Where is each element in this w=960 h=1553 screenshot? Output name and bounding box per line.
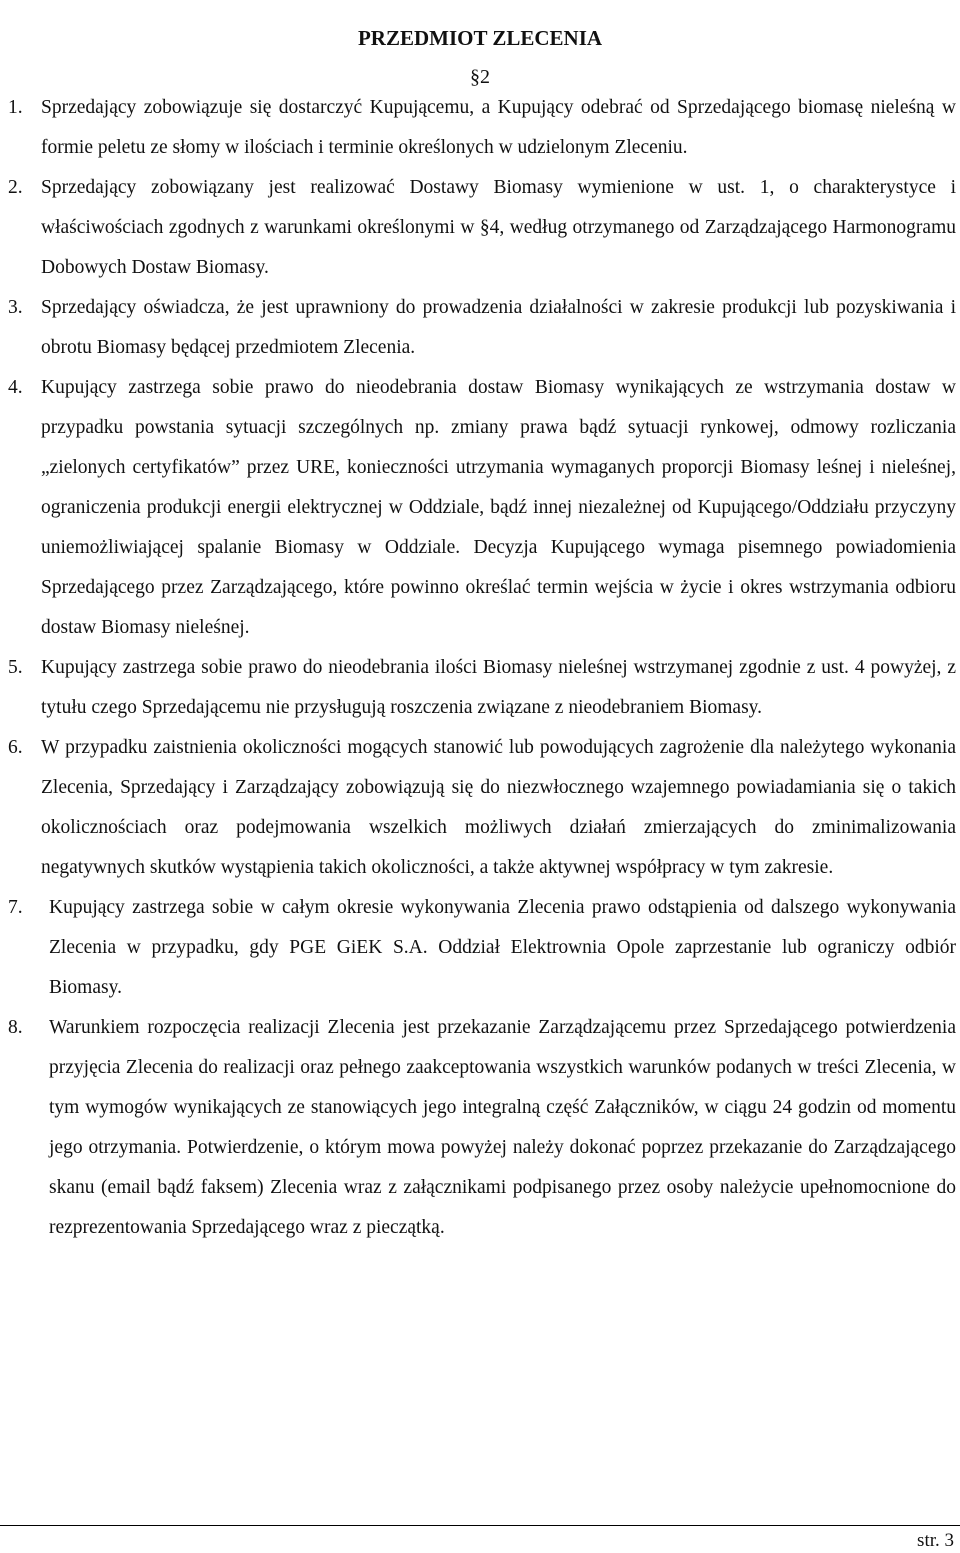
clause-number: 5. xyxy=(8,657,23,678)
clause-number: 7. xyxy=(8,897,23,918)
clause-text: Kupujący zastrzega sobie prawo do nieodebrania dostaw Biomasy wynikających ze wstrzymania dostaw w przypadku powstania sytuacji szczególnych np. zmiany prawa bądź sytuacji rynkowej, odmowy rozliczania „zielonych certyfikatów” przez URE, konieczności utrzymania wymaganych proporcji Biomasy leśnej i nieleśnej, ograniczenia produkcji energii elektrycznej w Oddziale, bądź innej niezależnej od Kupującego/Oddziału przyczyny uniemożliwiającej spalanie Biomasy w Oddziale. Decyzja Kupującego wymaga pisemnego powiadomienia Sprzedającego przez Zarządzającego, które powinno określać termin wejścia w życie i okres wstrzymania odbioru dostaw Biomasy nieleśnej. xyxy=(41,377,956,638)
clause-text: Sprzedający oświadcza, że jest uprawniony do prowadzenia działalności w zakresie produkcji lub pozyskiwania i obrotu Biomasy będącej przedmiotem Zlecenia. xyxy=(41,297,956,358)
clause-item xyxy=(0,1008,960,1248)
clause-item xyxy=(0,648,960,728)
clause-number: 8. xyxy=(8,1017,23,1038)
clause-item xyxy=(0,368,960,648)
clause-text: Sprzedający zobowiązany jest realizować Dostawy Biomasy wymienione w ust. 1, o charakterystyce i właściwościach zgodnych z warunkami określonymi w §4, według otrzymanego od Zarządzającego Harmonogramu Dobowych Dostaw Biomasy. xyxy=(41,177,956,278)
clause-text: Sprzedający zobowiązuje się dostarczyć Kupującemu, a Kupujący odebrać od Sprzedającego biomasę nieleśną w formie peletu ze słomy w ilościach i terminie określonych w udzielonym Zleceniu. xyxy=(41,97,956,158)
clause-list xyxy=(0,88,960,1248)
clause-text: Warunkiem rozpoczęcia realizacji Zlecenia jest przekazanie Zarządzającemu przez Sprzedającego potwierdzenia przyjęcia Zlecenia do realizacji oraz pełnego zaakceptowania wszystkich warunków podanych w treści Zlecenia, w tym wymogów wynikających ze stanowiących jego integralną część Załączników, w ciągu 24 godzin od momentu jego otrzymania. Potwierdzenie, o którym mowa powyżej należy dokonać poprzez przekazanie do Zarządzającego skanu (email bądź faksem) Zlecenia wraz z załącznikami podpisanego przez osoby należycie upełnomocnione do rezprezentowania Sprzedającego wraz z pieczątką. xyxy=(49,1017,956,1238)
clause-number: 1. xyxy=(8,97,23,118)
clause-item xyxy=(0,288,960,368)
clause-item xyxy=(0,168,960,288)
section-mark: §2 xyxy=(470,66,490,88)
clause-number: 3. xyxy=(8,297,23,318)
document-title: PRZEDMIOT ZLECENIA xyxy=(357,26,603,50)
clause-text: Kupujący zastrzega sobie w całym okresie wykonywania Zlecenia prawo odstąpienia od dalszego wykonywania Zlecenia w przypadku, gdy PGE GiEK S.A. Oddział Elektrownia Opole zaprzestanie lub ograniczy odbiór Biomasy. xyxy=(49,897,956,998)
clause-item xyxy=(0,728,960,888)
clause-text: W przypadku zaistnienia okoliczności mogących stanowić lub powodujących zagrożenie dla należytego wykonania Zlecenia, Sprzedający i Zarządzający zobowiązują się do niezwłocznego wzajemnego powiadamiania się o takich okolicznościach oraz podejmowania wszelkich możliwych działań zmierzających do zminimalizowania negatywnych skutków wystąpienia takich okoliczności, a także aktywnej współpracy w tym zakresie. xyxy=(41,737,956,878)
footer-divider xyxy=(0,1525,960,1526)
clause-item xyxy=(0,88,960,168)
clause-number: 2. xyxy=(8,177,23,198)
clause-text: Kupujący zastrzega sobie prawo do nieodebrania ilości Biomasy nieleśnej wstrzymanej zgodnie z ust. 4 powyżej, z tytułu czego Sprzedającemu nie przysługują roszczenia związane z nieodebraniem Biomasy. xyxy=(41,657,956,718)
clause-number: 4. xyxy=(8,377,23,398)
clause-item xyxy=(0,888,960,1008)
clause-number: 6. xyxy=(8,737,23,758)
page-number: str. 3 xyxy=(917,1530,954,1551)
